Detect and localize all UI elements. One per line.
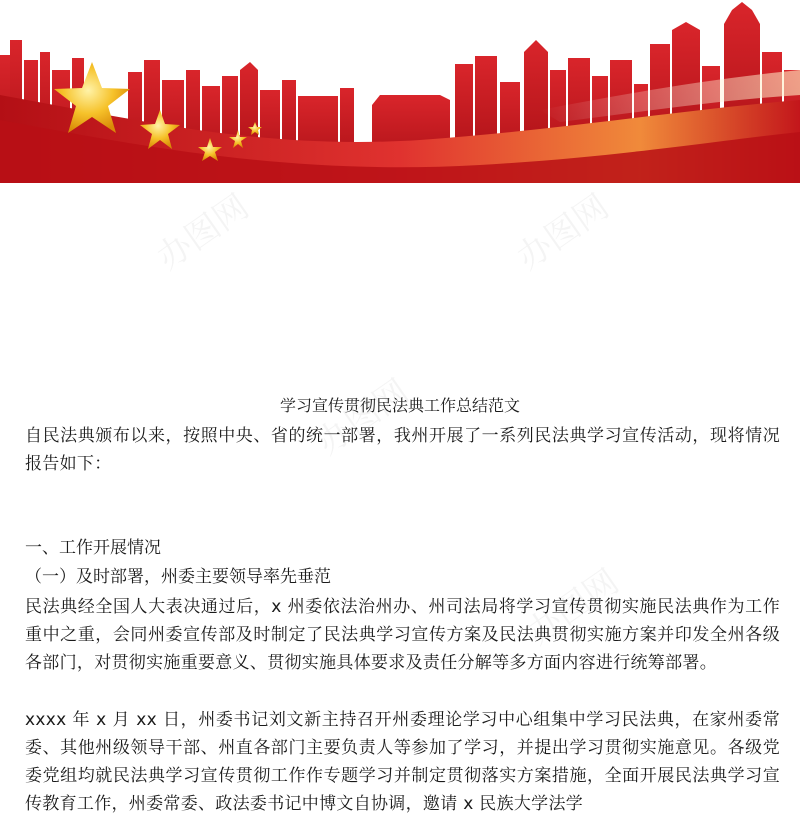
watermark — [505, 180, 617, 279]
body-paragraph: 民法典经全国人大表决通过后，x 州委依法治州办、州司法局将学习宣传贯彻实施民法典作为工作重中之重，会同州委宣传部及时制定了民法典学习宣传方案及民法典贯彻实施方案并印发全州各级各部门，对贯彻实施重要意义、贯彻实施具体要求及责任分解等多方面内容进行统筹部署。 — [25, 597, 780, 673]
subsection-heading: （一）及时部署，州委主要领导率先垂范 — [25, 567, 331, 587]
section-heading: 一、工作开展情况 — [25, 538, 161, 558]
header-banner — [0, 0, 800, 183]
skyline-banner-graphic — [0, 0, 800, 183]
watermark — [145, 180, 257, 279]
document-title: 学习宣传贯彻民法典工作总结范文 — [279, 396, 520, 415]
body-paragraph: xxxx 年 x 月 xx 日，州委书记刘文新主持召开州委理论学习中心组集中学习民法典，在家州委常委、其他州级领导干部、州直各部门主要负责人等参加了学习，并提出学习贯彻实施意见。各级党委党组均就民法典学习宣传贯彻工作作专题学习并制定贯彻落实方案措施，全面开展民法典学习宣传教育工作，州委常委、政法委书记中博文自协调，邀请 x 民族大学法学 — [25, 710, 780, 814]
intro-paragraph: 自民法典颁布以来，按照中央、省的统一部署，我州开展了一系列民法典学习宣传活动，现将情况报告如下： — [25, 426, 780, 474]
